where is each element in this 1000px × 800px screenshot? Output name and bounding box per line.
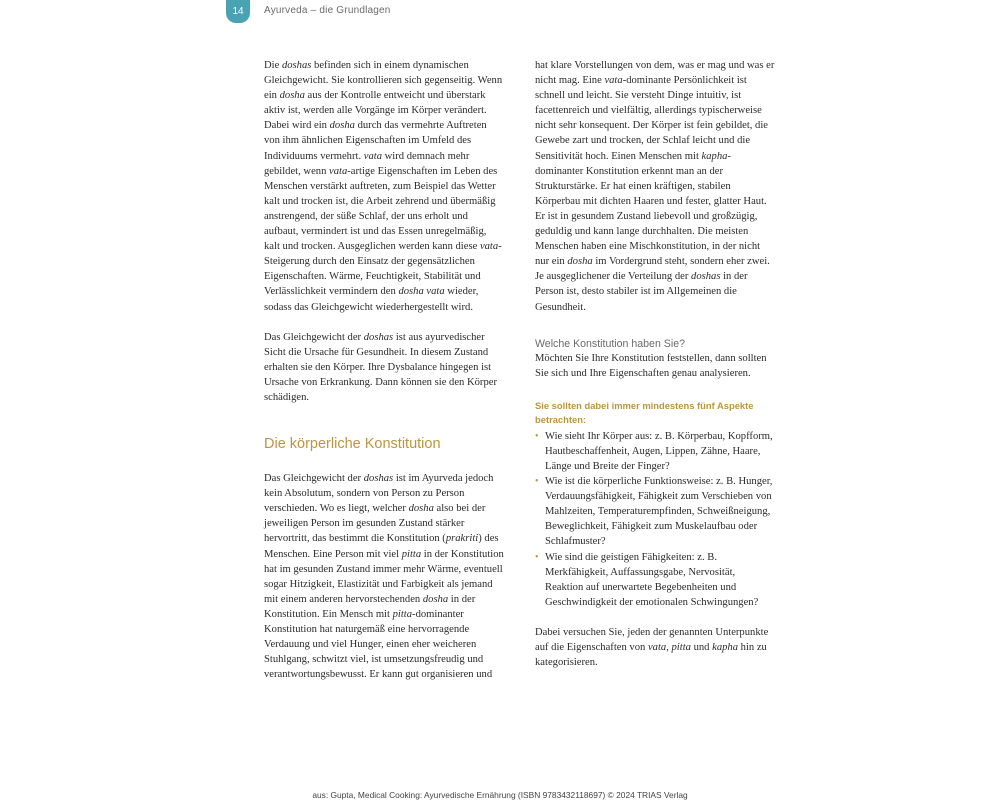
body-paragraph: Das Gleichgewicht der doshas ist im Ayurveda jedoch kein Absolutum, sondern von Person zu Person verschieden. Wo es liegt, welcher dosha also bei der jeweiligen Person im gesunden Zustand stärker hervortritt, das bestimmt die Konstitution (prakriti) des Menschen. Eine Person mit viel pitta in der Konstitution hat im gesunden Zustand immer mehr Wärme, eventuell sogar Hitzigkeit, Elastizität und Farbigkeit als jemand mit einem anderen hervorstechenden dosha in der Konstitution. Ein Mensch mit pitta-dominanter Konstitution hat naturgemäß eine hervorragende Verdauung und viel Hunger, einen eher weicheren Stuhlgang, schwitzt viel, ist umsetzungsfreudig und verantwortungsbewusst. Er kann gut organisieren und [264, 473, 504, 681]
right-column [535, 58, 775, 670]
list-item [535, 474, 775, 549]
body-paragraph: Dabei versuchen Sie, jeden der genannten Unterpunkte auf die Eigenschaften von vata, pitta und kapha hin zu kategorisieren. [535, 626, 769, 669]
list-item-text: Wie sieht Ihr Körper aus: z. B. Körperbau, Kopfform, Hautbeschaffenheit, Augen, Lippen, Zähne, Haare, Länge und Breite der Finger? [545, 430, 773, 472]
body-paragraph: hat klare Vorstellungen von dem, was er mag und was er nicht mag. Eine vata-dominante Persönlichkeit ist schnell und leicht. Sie versteht Dinge intuitiv, ist facettenreich und vielfältig, allerdings typischerweise nicht sehr konsequent. Der Körper ist fein gebildet, die Gewebe zart und trocken, der Schlaf leicht und die Sensitivität hoch. Einen Menschen mit kapha-dominanter Konstitution erkennt man an der Strukturstärke. Er hat einen kräftigen, stabilen Körperbau mit dichten Haaren und fester, glatter Haut. Er ist in gesundem Zustand liebevoll und großzügig, geduldig und kann lange durchhalten. Die meisten Menschen haben eine Mischkonstitution, in der nicht nur ein dosha im Vordergrund steht, sondern eher zwei. Je ausgeglichener die Verteilung der doshas in der Person ist, desto stabiler ist im Allgemeinen die Gesundheit. [535, 60, 775, 313]
bullet-dot-icon: • [535, 551, 539, 563]
source-footer: aus: Gupta, Medical Cooking: Ayurvedische Ernährung (ISBN 9783432118697) © 2024 TRIAS Verlag [312, 790, 688, 800]
checklist-lead: Sie sollten dabei immer mindestens fünf Aspekte betrachten: [535, 399, 754, 425]
body-paragraph: Die doshas befinden sich in einem dynamischen Gleichgewicht. Sie kontrollieren sich gegenseitig. Wenn ein dosha aus der Kontrolle entweicht und überstark aktiv ist, werden alle Vorgänge im Körper verändert. Dabei wird ein dosha durch das vermehrte Auftreten von ihm ähnlichen Eigenschaften im Umfeld des Individuums vermehrt. vata wird demnach mehr gebildet, wenn vata-artige Eigenschaften im Leben des Menschen verstärkt auftreten, zum Beispiel das Wetter kalt und trocken ist, die Arbeit zehrend und übermäßig anstrengend, der süße Schlaf, der uns erholt und aufbaut, vermindert ist und das Essen unregelmäßig, kalt und trocken. Ausgeglichen werden kann diese vata-Steigerung durch den Einsatz der gegensätzlichen Eigenschaften. Wärme, Feuchtigkeit, Stabilität und Verlässlichkeit vermindern den dosha vata wieder, sodass das Gleichgewicht wiederhergestellt wird. [264, 60, 503, 313]
list-item-text: Wie ist die körperliche Funktionsweise: z. B. Hunger, Verdauungsfähigkeit, Fähigkeit zum Verschieben von Mahlzeiten, Temperaturempfinden, Schweißneigung, Beweglichkeit, Fähigkeit zum Muskelaufbau oder Schlafmuster? [545, 476, 773, 548]
section-heading: Die körperliche Konstitution [264, 436, 441, 453]
list-item [535, 550, 775, 610]
bullet-dot-icon: • [535, 430, 539, 442]
page-number-tab: 14 [226, 0, 250, 23]
running-title: Ayurveda – die Grundlagen [264, 5, 391, 16]
list-item-text: Wie sind die geistigen Fähigkeiten: z. B. Merkfähigkeit, Auffassungsgabe, Nervosität, Reaktion auf unerwartete Begebenheiten und Geschwindigkeit der emotionalen Schwingungen? [545, 551, 759, 608]
body-paragraph: Möchten Sie Ihre Konstitution feststellen, dann sollten Sie sich und Ihre Eigenschaften genau analysieren. [535, 352, 767, 379]
subsection-heading: Welche Konstitution haben Sie? [535, 337, 685, 350]
body-paragraph: Das Gleichgewicht der doshas ist aus ayurvedischer Sicht die Ursache für Gesundheit. In diesem Zustand erhalten sie den Körper. Ihre Dysbalance hingegen ist Ursache von Erkrankung. Dann können sie den Körper schädigen. [264, 331, 497, 403]
left-column [264, 58, 504, 682]
aspect-list [535, 429, 775, 610]
bullet-dot-icon: • [535, 476, 539, 488]
list-item [535, 429, 775, 474]
